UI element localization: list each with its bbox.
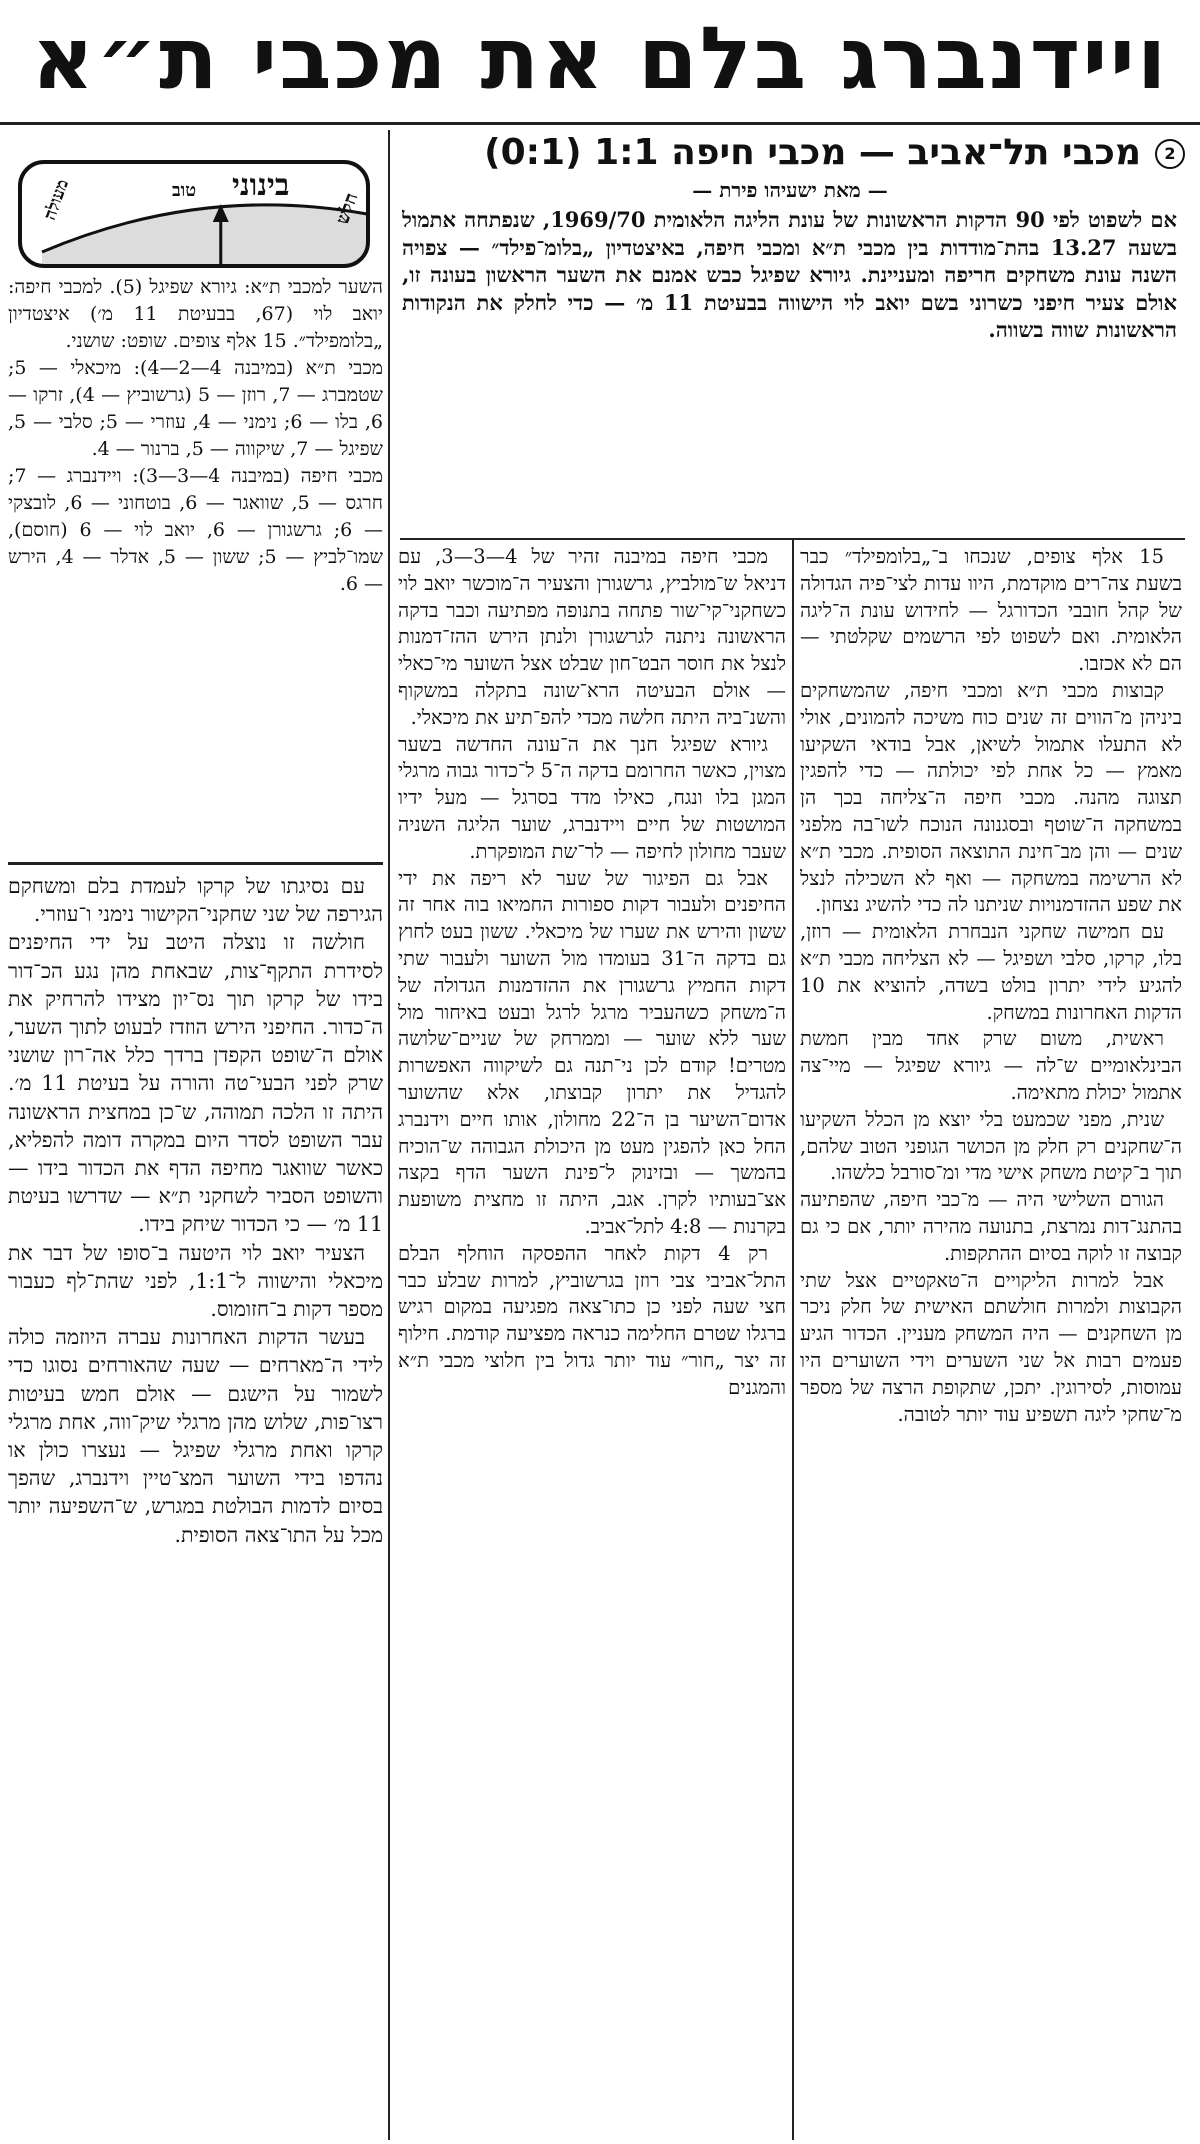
headline-rule xyxy=(0,122,1200,125)
rating-label-weak: חלש xyxy=(332,190,363,228)
column-rule-middle xyxy=(792,540,794,2140)
match-details-maccabi-ta: מכבי ת״א (במיבנה 4—2—4): מיכאלי — 5; שטמברג — 7, רוזן — 5 (גרשוביץ — 4), זרקו — 6, בלו — 6; נימני — 4, עוזרי — 5; סלבי — 5, שפיגל — 7, שיקווה — 5, ברנור — 4. xyxy=(8,357,383,460)
article-paragraph: ראשית, משום שרק אחד מבין חמשת הבינלאומיים ש־לה — גיורא שפיגל — מיי־צה אתמול יכולת מתאימה. xyxy=(800,1027,1182,1104)
article-byline: — מאת ישעיהו פירת — xyxy=(692,178,888,202)
sidebar-rule xyxy=(8,862,383,865)
article-paragraph: מכבי חיפה במיבנה זהיר של 4—3—3, עם דניאל ש־מולביץ, גרשגורן והצעיר ה־מוכשר יואב לוי כשחקני־קי־שור פתחה בתנופה מפתיעה וכבר בדקה הראשונה ניתנה לגרשגורן ולנתן הירש ההז־דמנות לנצל את חוסר הבט־חון שבלט אצל השוער מי־כאלי — אולם הבעיטה הרא־שונה בתקלה במשקוף והשנ־ביה היתה חלשה מכדי להפ־תיע את מיכאלי. xyxy=(398,545,786,729)
article-column-right xyxy=(800,544,1182,2140)
article-paragraph: 15 אלף צופים, שנכחו ב־„בלומפילד״ כבר בשעת צה־רים מוקדמת, היוו עדות לצי־פיה הגדולה של קהל חובבי הכדורגל — לחידוש עונת ה־ליגה הלאומית. ואם לשפוט לפי הרשמים שקלטתי — הם לא אכזבו. xyxy=(800,545,1182,676)
article-paragraph: אבל גם הפיגור של שער לא ריפה את ידי החיפנים ולעבור דקות ספורות החמיאו בוה אחר זה ששון והירש את שערו של מיכאלי. ששון בעט לחוץ גם בדקה ה־31 בעומדו מול השוער ולעבור שתי דקות החמיץ גרשגורן את ההזדמנות הגדולה של ה־משחק כשהעביר מרגל לרגל ובעט באיחור מול שער ללא שוער — וממרחק של שניים־שלושה מטרים! קודם לכן ני־תנה גם לשיקווה האפשרות להגדיל את יתרון קבוצתו, אלא שהשוער אדום־השיער בן ה־22 מחולון, אותו חיים וידנברג החל כאן להפגין מעט מן היכולת הגבוהה ש־הוכיח בהמשך — ובזינוק ל־פינת השער הדף בקצה אצ־בעותיו לקרן. אגב, היתה זו מחצית משופעת בקרנות — 4:8 לתל־אביב. xyxy=(398,866,786,1238)
article-paragraph: עם חמישה שחקני הנבחרת הלאומית — רוזן, בלו, קרקו, סלבי ושפיגל — לא הצליחה מכבי ת״א להגיע לידי יתרון בולט בשדה, להוציא את 10 הדקות האחרונות במשחק. xyxy=(800,920,1182,1024)
rating-gauge-fill xyxy=(42,205,367,268)
article-paragraph: עם נסיגתו של קרקו לעמדת בלם ומשחקם הגירפה של שני שחקני־הקישור נימני ו־עוזרי. xyxy=(8,874,383,927)
article-paragraph: אבל למרות הליקויים ה־טאקטיים אצל שתי הקבוצות ולמרות חולשתם האישית של חלק ניכר מן השחקנים — היה המשחק מעניין. הכדור הגיע פעמים רבות אל שני השערים וידי השוערים היו עמוסות, לסירוגין. יתכן, שתקופת הרצה של מספר מ־שחקי ליגה תשפיע עוד יותר לטובה. xyxy=(800,1268,1182,1426)
article-paragraph: שנית, מפני שכמעט בלי יוצא מן הכלל השקיעו ה־שחקנים רק חלק מן הכושר הגופני הטוב שלהם, תוך ב־קיטת משחק אישי מדי ומ־סורבל כלשהו. xyxy=(800,1107,1182,1185)
rating-label-good: טוב xyxy=(172,180,197,201)
article-paragraph: חולשה זו נוצלה היטב על ידי החיפנים לסידרת התקף־צות, שבאחת מהן נגע הכ־דור בידו של קרקו תוך נס־יון מצידו להרחיק את ה־כדור. החיפני הירש הוזדז לבעוט לתוך השער, אולם ה־שופט הקפדן ברדך כלל אה־רון שושני שרק לפני הבעי־טה והורה על בעיטת 11 מ׳. היתה זו הלכה תמוהה, ש־כן במחצית הראשונה עבר השופט לסדר היום במקרה דומה להפליא, כאשר שוואגר מחיפה הדף את הכדור בידו — והשופט הסביר לשחקני ת״א — שדרשו בעיטת 11 מ׳ — כי הכדור שיחק בידו. xyxy=(8,930,383,1237)
article-title xyxy=(395,128,1185,178)
headline: ויידנברג בלם את מכבי ת״א xyxy=(31,9,1169,109)
article-title-text: מכבי תל־אביב — מכבי חיפה 1:1 (0:1) xyxy=(484,132,1141,173)
rating-label-excellent: מעולה xyxy=(40,176,74,223)
article-column-middle xyxy=(398,544,786,2140)
article-paragraph: הגורם השלישי היה — מ־כבי חיפה, שהפתיעה בהתנג־דות נמרצת, בתנועה מהירה יותר, אם כי גם קבוצה זו לוקה בסיום ההתקפות. xyxy=(800,1188,1182,1265)
lead-rule xyxy=(400,538,1185,540)
article-paragraph: הצעיר יואב לוי היטעה ב־סופו של דבר את מיכאלי והישווה ל־1:1, לפני שהת־לף כעבור מספר דקות ב־חזומוס. xyxy=(8,1240,383,1322)
article-paragraph: רק 4 דקות לאחר ההפסקה הוחלף הבלם התל־אביבי צבי רוזן בגרשוביץ, למרות שבלע כבר חצי שעה לפני כן כתו־צאה מפגיעה במקום רגיש ברגלו שטרם החלימה כנראה מפציעה קודמת. חילוף זה יצר „חור״ עוד יותר גדול בין חלוצי מכבי ת״א והמגנים xyxy=(398,1241,786,1399)
rating-label-average: בינוני xyxy=(232,168,290,203)
match-details xyxy=(8,274,383,852)
article-column-left xyxy=(8,872,383,2140)
match-details-maccabi-haifa: מכבי חיפה (במיבנה 4—3—3): ויידנברג — 7; חרגס — 5, שוואגר — 6, בוטחוני — 6, לובצקי — 6; גרשגורן — 6, יואב לוי — 6 (חוסם), שמו־לביץ — 5; ששון — 5, אדלר — 4, הירש — 6. xyxy=(8,465,383,595)
rating-box xyxy=(18,160,370,268)
article-lead: אם לשפוט לפי 90 הדקות הראשונות של עונת הליגה הלאומית 1969/70, שנפתחה אתמול בשעה 13.27 בהת־מודדות בין מכבי ת״א ומכבי חיפה, באיצטדיון „בלומ־פילד״ — צפויה השנה עונת משחקים חריפה ומעניינת. גיורא שפיגל כבש אמנם את השער הראשון בעונה זו, אולם צעיר חיפני כשרוני בשם יואב לוי הישווה בבעיטת 11 מ׳ — כדי לחלק את הנקודות הראשונות שווה בשווה. xyxy=(402,207,1177,342)
column-rule-left xyxy=(388,130,390,2140)
article-paragraph: קבוצות מכבי ת״א ומכבי חיפה, שהמשחקים ביניהן מ־הווים זה שנים כוח משיכה להמונים, אולי לא התעלו אתמול לשיאן, אבל בודאי השקיעו מאמץ — כל אחת לפי יכולתה — כדי להפגין תצוגה מהנה. מכבי חיפה ה־צליחה בכך הן במשחקה ה־שוטף ובסגנונה הנוכח לשו־בה מלפני שנים — והן מב־חינת התוצאה הסופית. מכבי ת״א לא הרשימה במשחקה — ואף לא השכילה לנצל את שפע ההזדמנויות שניתנו לה כדי להשיג נצחון. xyxy=(800,678,1182,917)
article-paragraph: בעשר הדקות האחרונות עברה היוזמה כולה לידי ה־מארחים — שעה שהאורחים נסוגו כדי לשמור על הישגם — אולם חמש בעיטות רצו־פות, שלוש מהן מרגלי שיק־ווה, אחת מרגלי קרקו ואחת מרגלי שפיגל — נעצרו כולן או נהדפו בידי השוער המצ־טיין וידנברג, שהפך בסיום לדמות הבולטת במגרש, ש־השפיעה יותר מכל על התו־צאה הסופית. xyxy=(8,1325,383,1547)
match-details-goals: השער למכבי ת״א: גיורא שפיגל (5). למכבי חיפה: יואב לוי (67, בבעיטת 11 מ׳) איצטדיון „בלומפילד״. 15 אלף צופים. שופט: שושני. xyxy=(8,276,383,352)
article-paragraph: גיורא שפיגל חנך את ה־עונה החדשה בשער מצוין, כאשר החרומם בדקה ה־5 ל־כדור גבוה מרגלי המגן בלו ונגח, כאילו מדד בסרגל — מעל ידיו המושטות של חיים ויידנברג, שוער הליגה השניה שעבר מחולון לחיפה — לר־שת המופקרת. xyxy=(398,732,786,863)
article-number-icon: 2 xyxy=(1155,139,1185,169)
